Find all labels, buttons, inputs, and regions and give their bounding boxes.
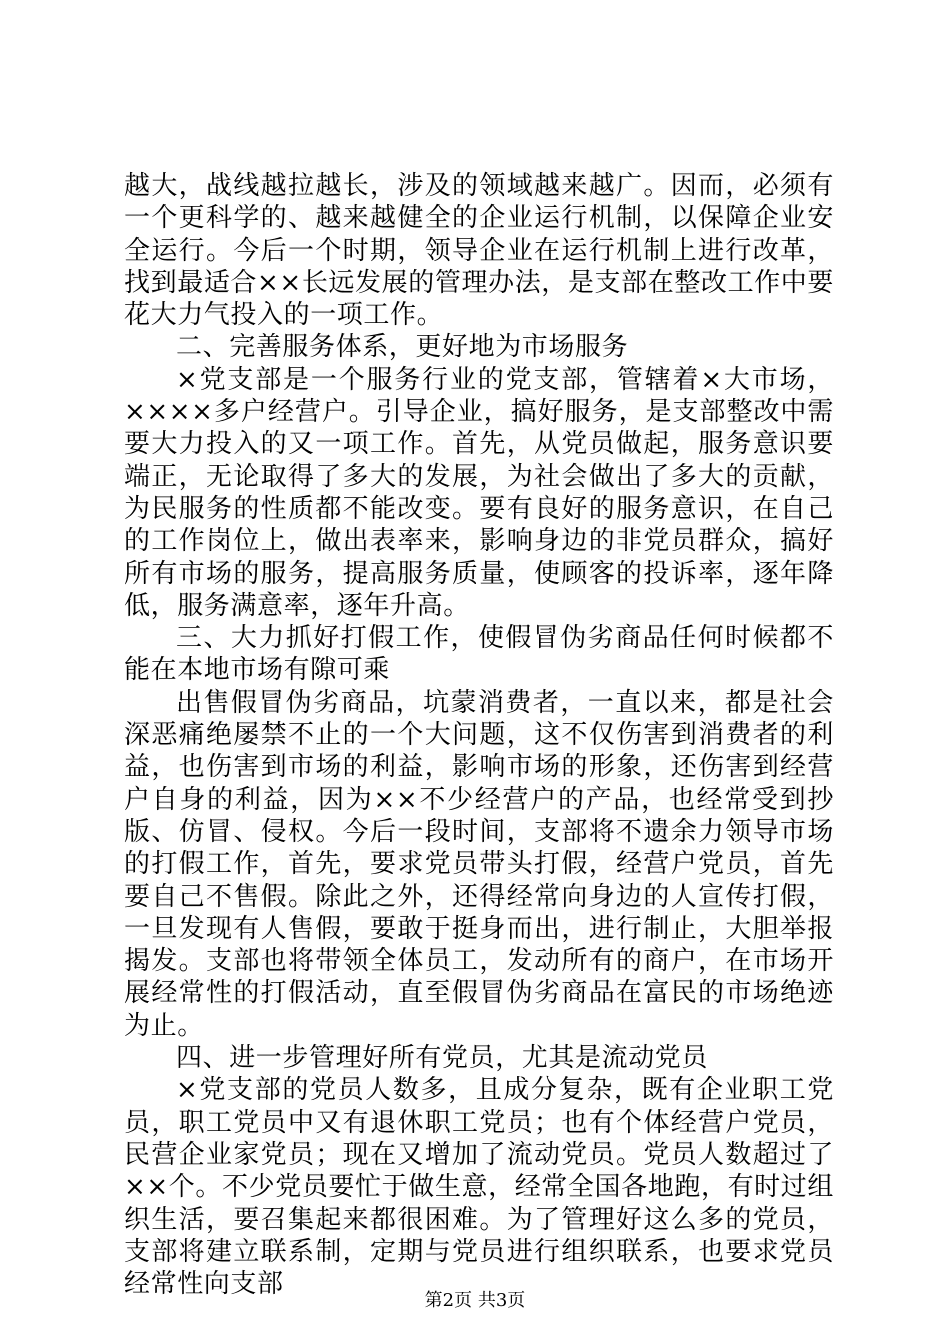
document-body xyxy=(124,170,834,1300)
page-number-label: 第2页 共3页 xyxy=(424,1290,526,1311)
paragraph-continuation: 越大，战线越拉越长，涉及的领域越来越广。因而，必须有一个更科学的、越来越健全的企业运行机制，以保障企业安全运行。今后一个时期，领导企业在运行机制上进行改革，找到最适合××长远发展的管理办法，是支部在整改工作中要花大力气投入的一项工作。 xyxy=(124,171,834,331)
section-heading-service: 二、完善服务体系，更好地为市场服务 xyxy=(176,332,629,363)
paragraph-party-members: ×党支部的党员人数多，且成分复杂，既有企业职工党员，职工党员中又有退休职工党员；也有个体经营户党员，民营企业家党员；现在又增加了流动党员。党员人数超过了××个。不少党员要忙于做生意，经常全国各地跑，有时过组织生活，要召集起来都很困难。为了管理好这么多的党员，支部将建立联系制，定期与党员进行组织联系，也要求党员经常性向支部 xyxy=(124,1075,834,1300)
paragraph-service: ×党支部是一个服务行业的党支部，管辖着×大市场，××××多户经营户。引导企业，搞好服务，是支部整改中需要大力投入的又一项工作。首先，从党员做起，服务意识要端正，无论取得了多大的发展，为社会做出了多大的贡献，为民服务的性质都不能改变。要有良好的服务意识，在自己的工作岗位上，做出表率来，影响身边的非党员群众，搞好所有市场的服务，提高服务质量，使顾客的投诉率，逐年降低，服务满意率，逐年升高。 xyxy=(124,364,834,621)
section-heading-party-members: 四、进一步管理好所有党员，尤其是流动党员 xyxy=(176,1043,709,1074)
section-heading-anti-counterfeit: 三、大力抓好打假工作，使假冒伪劣商品任何时候都不能在本地市场有隙可乘 xyxy=(124,623,834,686)
paragraph-anti-counterfeit: 出售假冒伪劣商品，坑蒙消费者，一直以来，都是社会深恶痛绝屡禁不止的一个大问题，这不仅伤害到消费者的利益，也伤害到市场的利益，影响市场的形象，还伤害到经营户自身的利益，因为××不少经营户的产品，也经常受到抄版、仿冒、侵权。今后一段时间，支部将不遗余力领导市场的打假工作，首先，要求党员带头打假，经营户党员，首先要自己不售假。除此之外，还得经常向身边的人宣传打假，一旦发现有人售假，要敢于挺身而出，进行制止，大胆举报揭发。支部也将带领全体员工，发动所有的商户，在市场开展经常性的打假活动，直至假冒伪劣商品在富民的市场绝迹为止。 xyxy=(124,687,834,1041)
page-footer xyxy=(0,1290,950,1312)
